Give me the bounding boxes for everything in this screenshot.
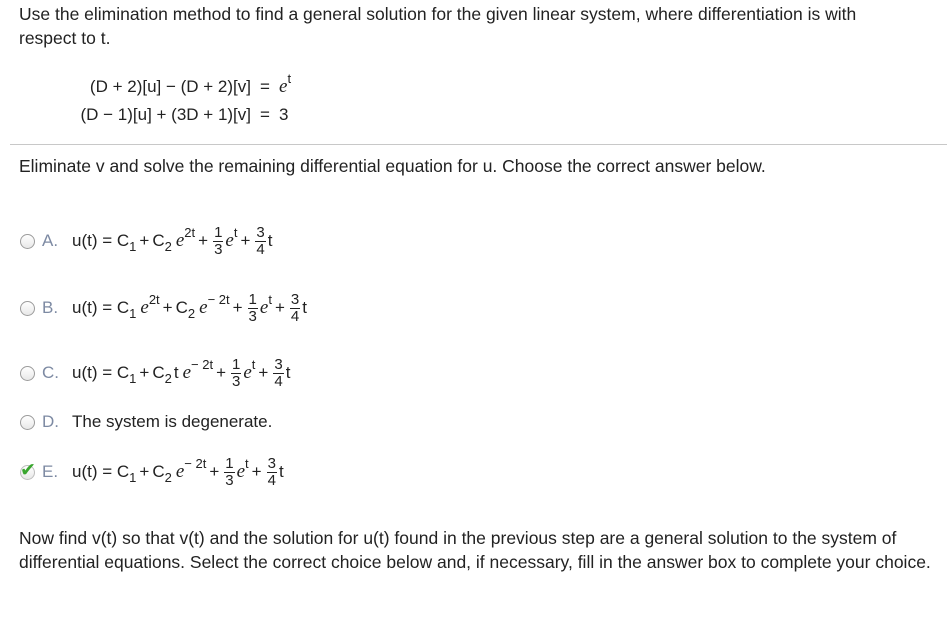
u-of-t: u(t) = C xyxy=(72,462,130,481)
denominator: 3 xyxy=(248,307,257,325)
option-b-letter: B. xyxy=(42,298,59,317)
plus-sign: + xyxy=(139,462,150,481)
denominator: 4 xyxy=(267,471,276,489)
fraction-one-third xyxy=(248,292,258,325)
plus-sign: + xyxy=(162,298,173,317)
section-divider xyxy=(10,144,947,145)
option-a-expression xyxy=(72,225,272,258)
c2-coefficient: C xyxy=(152,363,165,382)
numerator: 3 xyxy=(267,454,276,472)
option-d-letter: D. xyxy=(42,412,59,431)
denominator: 3 xyxy=(232,372,241,390)
c1-subscript: 1 xyxy=(129,305,137,321)
plus-sign: + xyxy=(251,462,262,481)
system-equation-2 xyxy=(55,105,288,125)
exponent-neg-2t: − 2t xyxy=(184,455,207,471)
numerator: 3 xyxy=(290,290,300,308)
option-e-expression xyxy=(72,456,284,489)
c2-coefficient: C xyxy=(152,231,165,250)
equation-2-rhs: 3 xyxy=(279,105,289,124)
plus-sign: + xyxy=(198,231,209,250)
option-c-letter: C. xyxy=(42,363,59,382)
e-base: e xyxy=(175,230,185,251)
variable-t: t xyxy=(267,231,273,250)
e-base: e xyxy=(199,297,208,318)
exponent-t: t xyxy=(268,291,272,307)
c1-subscript: 1 xyxy=(129,370,137,386)
equation-1-lhs: (D + 2)[u] − (D + 2)[v] xyxy=(89,77,251,96)
numerator: 1 xyxy=(248,290,257,308)
u-of-t: u(t) = C xyxy=(72,363,130,382)
option-b[interactable] xyxy=(20,288,307,328)
fraction-three-fourths xyxy=(290,292,300,325)
e-base: e xyxy=(243,362,252,383)
option-a-radio[interactable] xyxy=(20,234,35,249)
fraction-one-third xyxy=(231,357,241,390)
question-intro-line-2: respect to t. xyxy=(19,28,111,48)
denominator: 3 xyxy=(214,240,223,258)
c2-subscript: 2 xyxy=(164,469,172,485)
option-c[interactable] xyxy=(20,353,290,393)
fraction-one-third xyxy=(224,456,234,489)
plus-sign: + xyxy=(258,363,269,382)
checkmark-icon: ✔ xyxy=(20,458,36,481)
numerator: 1 xyxy=(214,223,223,241)
plus-sign: + xyxy=(216,363,226,382)
fraction-one-third xyxy=(213,225,223,258)
c2-subscript: 2 xyxy=(164,370,172,386)
equation-2-lhs: (D − 1)[u] + (3D + 1)[v] xyxy=(80,105,251,124)
e-base: e xyxy=(182,362,192,383)
option-c-expression xyxy=(72,357,290,390)
option-b-radio[interactable] xyxy=(20,301,35,316)
question-intro xyxy=(19,2,947,50)
plus-sign: + xyxy=(240,231,251,250)
c2-coefficient: C xyxy=(152,462,165,481)
plus-sign: + xyxy=(139,363,150,382)
option-e-letter: E. xyxy=(42,462,59,481)
numerator: 1 xyxy=(232,355,241,373)
option-c-radio[interactable] xyxy=(20,366,35,381)
plus-sign: + xyxy=(232,298,243,317)
e-base: e xyxy=(259,297,269,318)
c2-subscript: 2 xyxy=(187,305,196,321)
numerator: 1 xyxy=(225,454,234,472)
option-d-text: The system is degenerate. xyxy=(72,412,273,431)
plus-sign: + xyxy=(209,462,220,481)
variable-t: t xyxy=(302,298,307,317)
numerator: 3 xyxy=(256,223,265,241)
question-intro-line-1: Use the elimination method to find a general solution for the given linear system, where differentiation is with xyxy=(19,4,857,24)
plus-sign: + xyxy=(274,298,285,317)
option-d-radio[interactable] xyxy=(20,415,35,430)
u-of-t: u(t) = C xyxy=(72,298,130,317)
fraction-three-fourths xyxy=(255,225,265,258)
u-of-t: u(t) = C xyxy=(72,231,130,250)
e-base: e xyxy=(140,297,149,318)
option-e[interactable] xyxy=(20,452,284,492)
equation-2-equals: = xyxy=(260,105,270,124)
c1-subscript: 1 xyxy=(129,238,137,254)
system-equation-1 xyxy=(55,71,292,98)
option-e-radio[interactable] xyxy=(20,458,36,481)
option-a[interactable] xyxy=(20,221,272,261)
exponent-neg-2t: − 2t xyxy=(207,291,230,307)
denominator: 4 xyxy=(274,372,283,390)
denominator: 3 xyxy=(225,471,234,489)
variable-t: t xyxy=(285,363,291,382)
equation-1-rhs-base: e xyxy=(279,76,288,97)
equation-1-rhs-exponent: t xyxy=(287,71,292,86)
option-a-letter: A. xyxy=(42,231,59,250)
variable-t: t xyxy=(278,462,284,481)
equation-1-equals: = xyxy=(260,77,270,96)
exponent-neg-2t: − 2t xyxy=(191,356,214,372)
exponent-t: t xyxy=(233,224,238,240)
exponent-2t: 2t xyxy=(184,224,196,240)
c2-coefficient: C xyxy=(175,298,188,317)
denominator: 4 xyxy=(290,307,300,325)
part2-instruction: Now find v(t) so that v(t) and the solution for u(t) found in the previous step are a general solution to the system of differential equations. Select the correct choice below and, if necessary, fill in the answer box to complete your choice. xyxy=(19,528,931,572)
fraction-three-fourths xyxy=(273,357,283,390)
e-base: e xyxy=(175,461,185,482)
numerator: 3 xyxy=(274,355,283,373)
exponent-t: t xyxy=(245,455,249,471)
part1-instruction: Eliminate v and solve the remaining differential equation for u. Choose the correct answer below. xyxy=(19,156,766,176)
c2-subscript: 2 xyxy=(164,238,172,254)
plus-sign: + xyxy=(139,231,150,250)
fraction-three-fourths xyxy=(267,456,277,489)
variable-t: t xyxy=(173,363,179,382)
exponent-2t: 2t xyxy=(148,291,160,307)
c1-subscript: 1 xyxy=(129,469,137,485)
option-d[interactable] xyxy=(20,402,272,442)
e-base: e xyxy=(225,230,234,251)
e-base: e xyxy=(236,461,246,482)
denominator: 4 xyxy=(256,240,265,258)
exponent-t: t xyxy=(251,356,256,372)
option-b-expression xyxy=(72,292,307,325)
